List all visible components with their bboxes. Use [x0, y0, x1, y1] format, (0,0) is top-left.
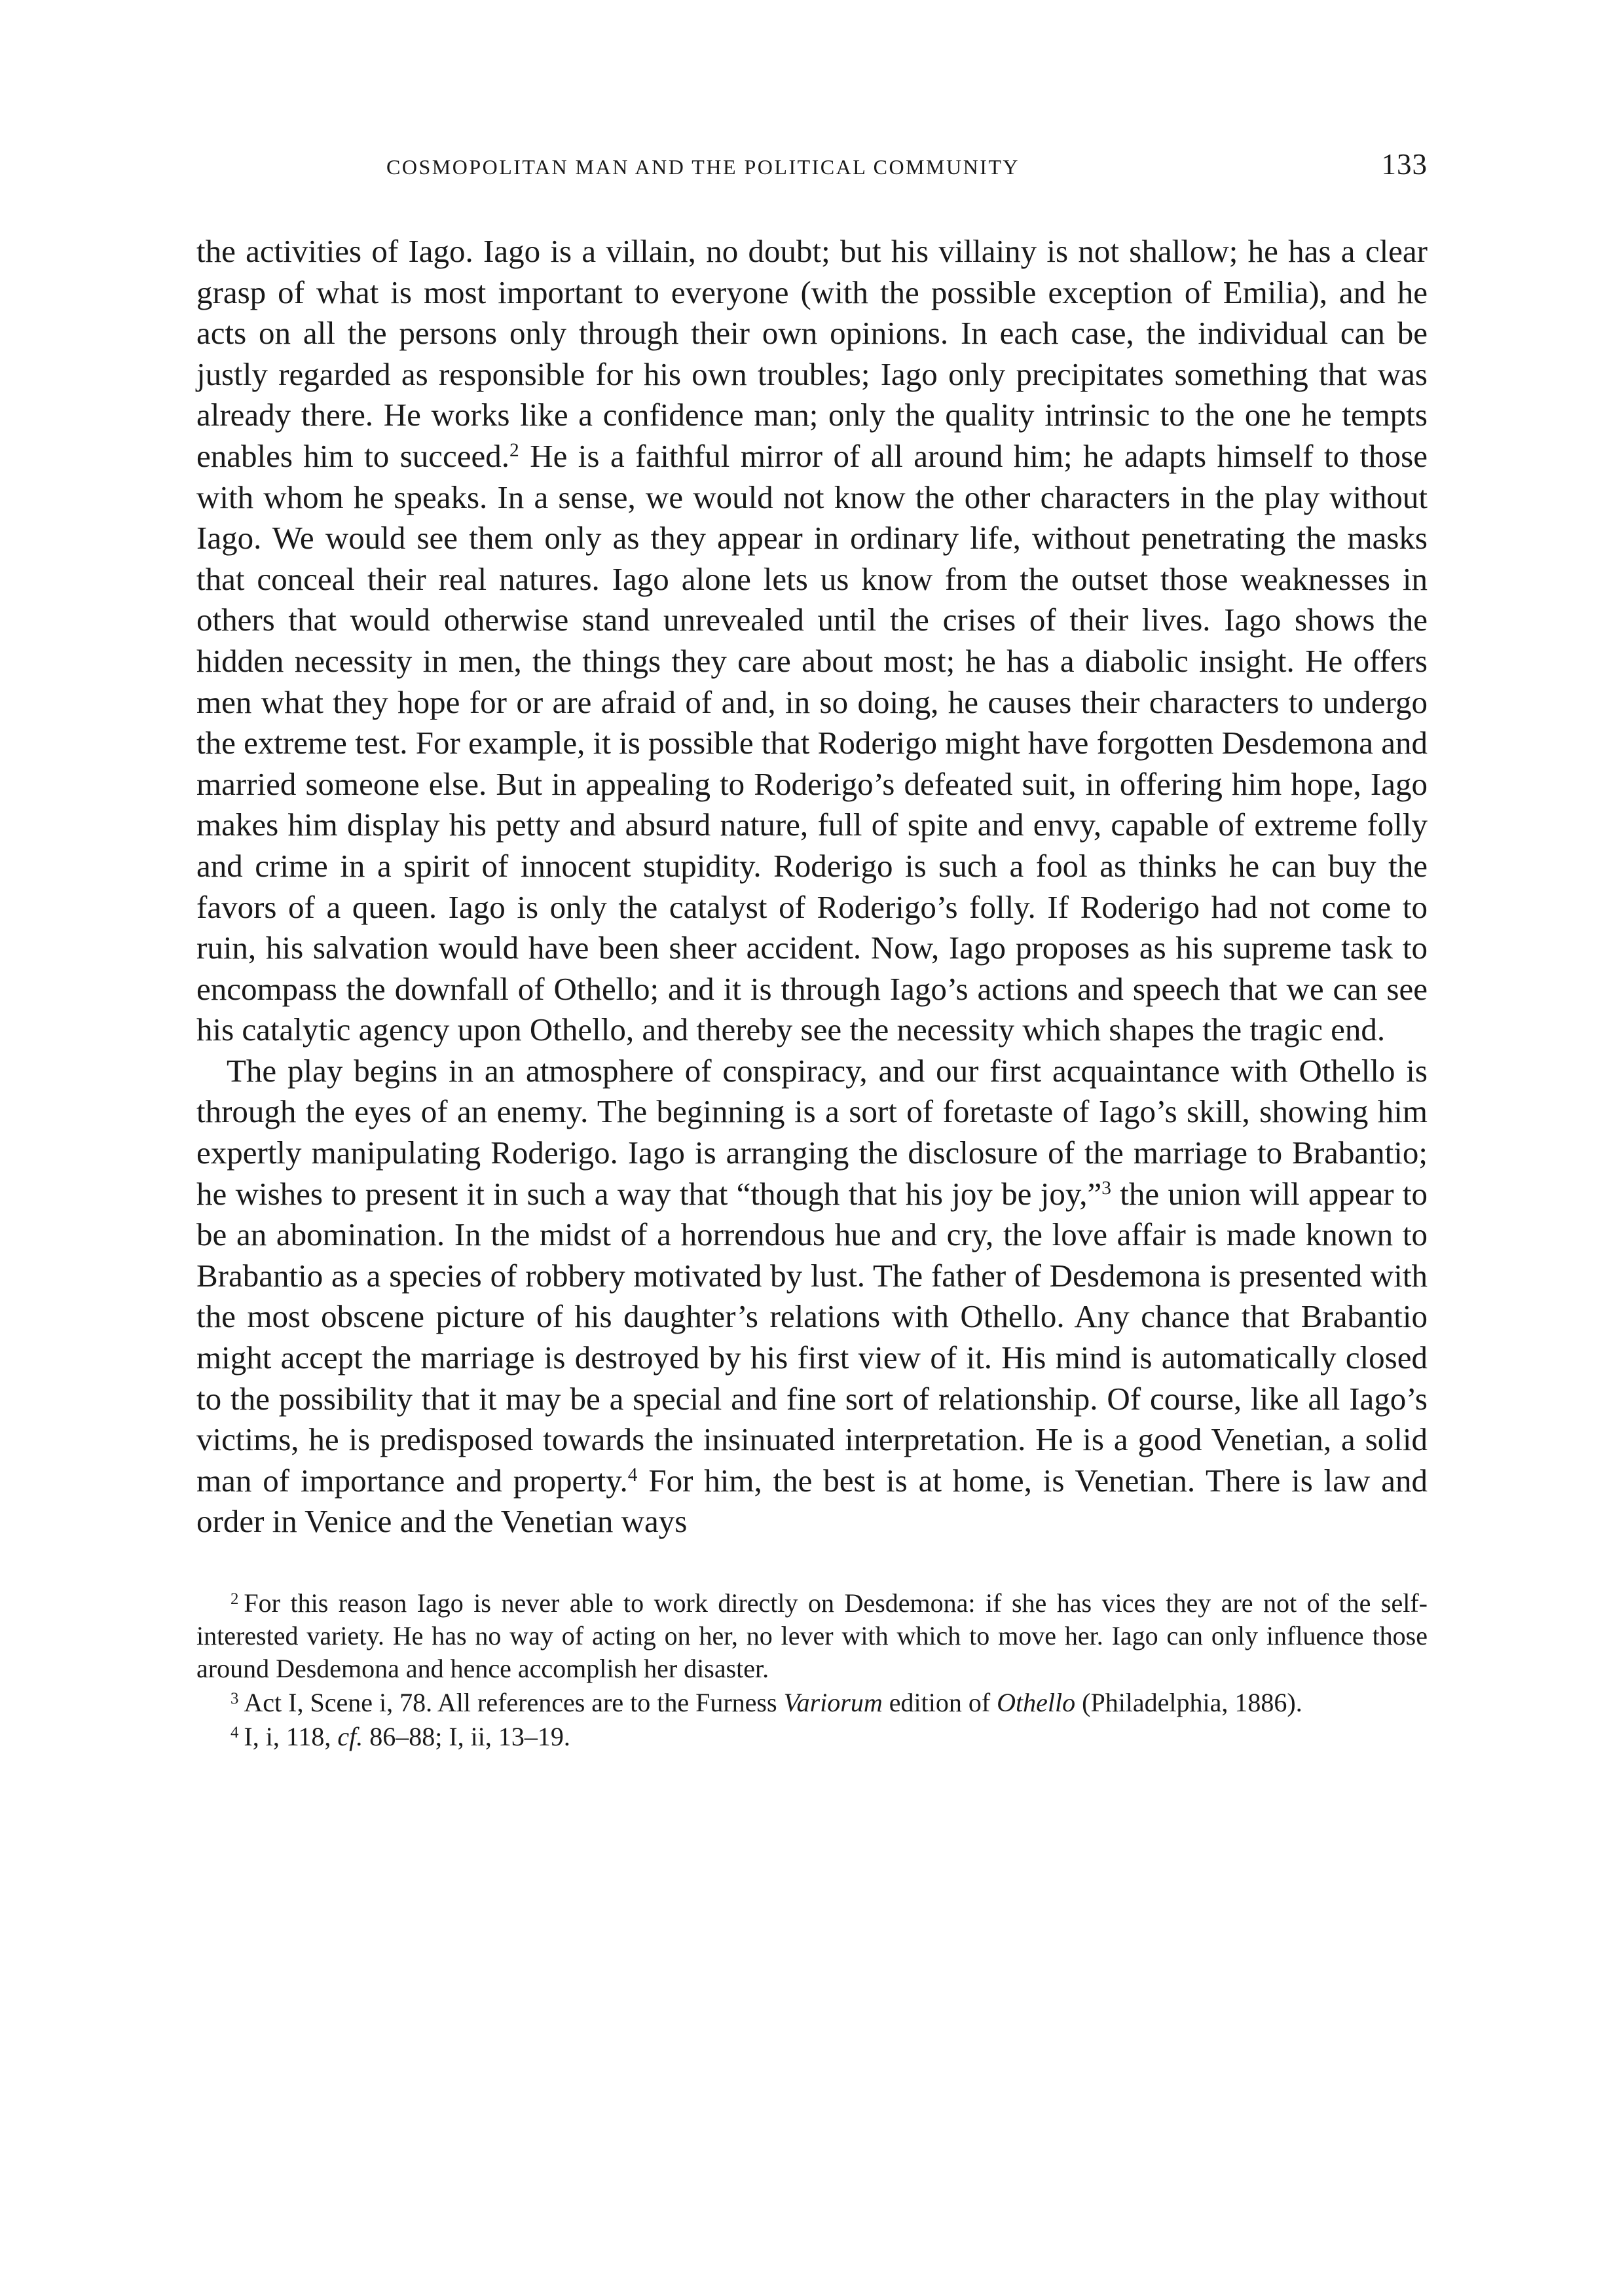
work-title-variorum: Variorum [783, 1688, 883, 1717]
paragraph-1 [196, 231, 1428, 1051]
footnote-2 [196, 1587, 1428, 1685]
footnote-text: I, i, 118, [244, 1722, 338, 1751]
footnote-mark: 2 [231, 1590, 239, 1608]
footnote-3 [196, 1686, 1428, 1719]
running-title: COSMOPOLITAN MAN AND THE POLITICAL COMMUNITY [386, 155, 1020, 179]
paragraph-1-text-b: He is a faithful mirror of all around him; he adapts himself to those with whom he speaks. In a sense, we would not know the other characters in the play without Iago. We would see them only as they appear in ordinary life, without penetrating the masks that conceal their real natures. Iago alone lets us know from the outset those weaknesses in others that would otherwise stand unrevealed until the crises of their lives. Iago shows the hidden necessity in men, the things they care about most; he has a diabolic insight. He offers men what they hope for or are afraid of and, in so doing, he causes their characters to undergo the extreme test. For example, it is possible that Roderigo might have forgotten Desdemona and married someone else. But in appealing to Roderigo’s defeated suit, in offering him hope, Iago makes him display his petty and absurd nature, full of spite and envy, capable of extreme folly and crime in a spirit of innocent stupidity. Roderigo is such a fool as thinks he can buy the favors of a queen. Iago is only the catalyst of Roderigo’s folly. If Roderigo had not come to ruin, his salvation would have been sheer accident. Now, Iago proposes as his supreme task to encompass the downfall of Othello; and it is through Iago’s actions and speech that we can see his catalytic agency upon Othello, and thereby see the necessity which shapes the tragic end. [196, 437, 1428, 1048]
abbreviation-cf: cf. [337, 1722, 363, 1751]
footnote-text: 86–88; I, ii, 13–19. [363, 1722, 570, 1751]
paragraph-2 [196, 1051, 1428, 1542]
paragraph-2-text-b: the union will appear to be an abomination. In the midst of a horrendous hue and cry, the love affair is made known to Brabantio as a species of robbery motivated by lust. The father of Desdemona is presented with the most obscene picture of his daughter’s relations with Othello. Any chance that Brabantio might accept the marriage is destroyed by his first view of it. His mind is automatically closed to the possibility that it may be a special and fine sort of relationship. Of course, like all Iago’s victims, he is predisposed towards the insinuated interpretation. He is a good Venetian, a solid man of importance and property. [196, 1175, 1428, 1499]
footnote-ref-3: 3 [1101, 1177, 1111, 1199]
paragraph-2-text-a: The play begins in an atmosphere of conspiracy, and our first acquaintance with Othello is through the eyes of an enemy. The beginning is a sort of foretaste of Iago’s skill, showing him expertly manipulating Roderigo. Iago is arranging the disclosure of the marriage to Brabantio; he wishes to present it in such a way that “though that his joy be joy,” [196, 1052, 1428, 1212]
footnote-mark: 4 [231, 1723, 239, 1741]
footnote-ref-4: 4 [627, 1464, 638, 1485]
work-title-othello: Othello [997, 1688, 1076, 1717]
footnotes [196, 1587, 1428, 1753]
running-head [196, 147, 1428, 187]
footnote-text: For this reason Iago is never able to work directly on Desdemona: if she has vices they are not of the self-interested variety. He has no way of acting on her, no lever with which to move her. Iago can only influence those around Desdemona and hence accomplish her disaster. [196, 1588, 1428, 1683]
page [196, 147, 1428, 1755]
paragraph-1-text-a: the activities of Iago. Iago is a villain, no doubt; but his villainy is not shallow; he has a clear grasp of what is most important to everyone (with the possible exception of Emilia), and he acts on all the persons only through their own opinions. In each case, the individual can be justly regarded as responsible for his own troubles; Iago only precipitates something that was already there. He works like a confidence man; only the quality intrinsic to the one he tempts enables him to succeed. [196, 233, 1428, 474]
footnote-text: Act I, Scene i, 78. All references are to the Furness [244, 1688, 784, 1717]
page-number: 133 [1381, 148, 1428, 181]
footnote-4 [196, 1721, 1428, 1753]
footnote-mark: 3 [231, 1689, 239, 1707]
footnote-text: edition of [882, 1688, 997, 1717]
footnote-text: (Philadelphia, 1886). [1075, 1688, 1302, 1717]
footnote-ref-2: 2 [509, 439, 519, 461]
paragraph-2-text-c: For him, the best is at home, is Venetian. There is law and order in Venice and the Venetian ways [196, 1462, 1428, 1540]
